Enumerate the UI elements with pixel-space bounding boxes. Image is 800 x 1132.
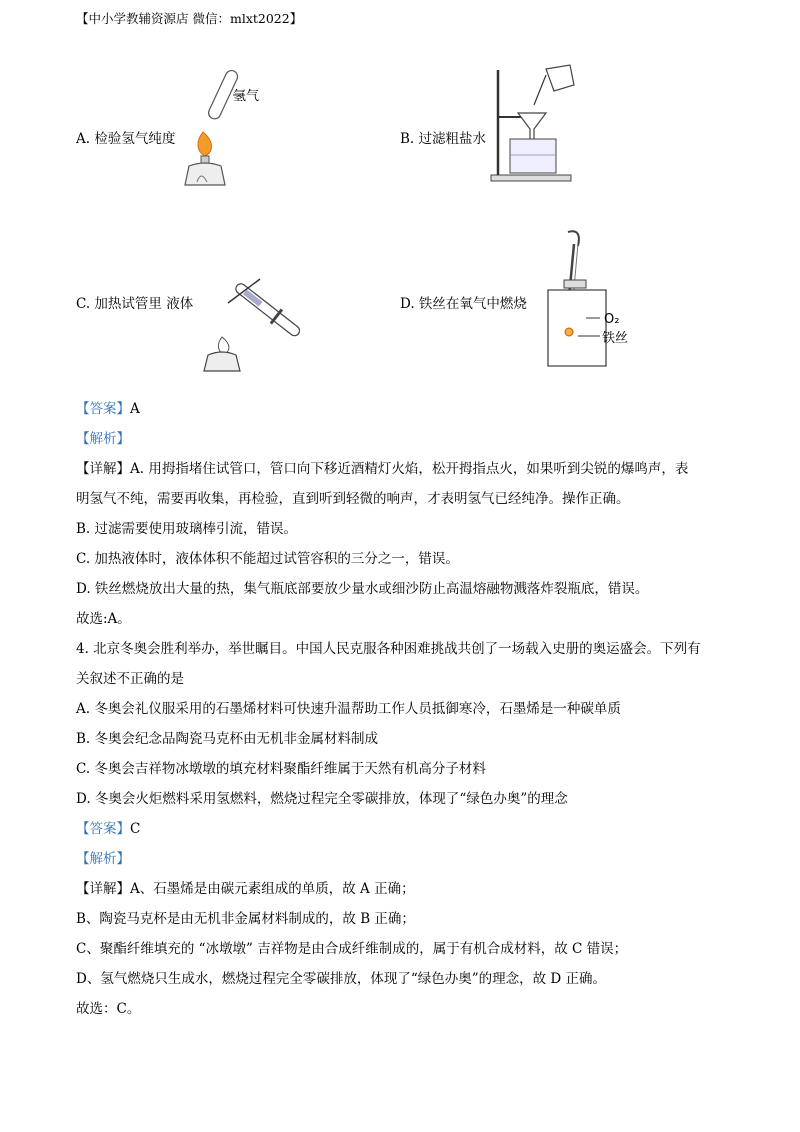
option-b-label: B. 过滤粗盐水 <box>400 131 487 147</box>
detail-tag: 【详解】 <box>76 461 130 477</box>
q4-analysis-tag: 【解析】 <box>76 851 130 867</box>
answer-tag: 【答案】 <box>76 401 130 417</box>
iron-wire-label: 铁丝 <box>602 331 629 346</box>
q4-option-c: C. 冬奥会吉祥物冰墩墩的填充材料聚酯纤维属于天然有机高分子材料 <box>76 761 486 777</box>
q3-detail-line3: B. 过滤需要使用玻璃棒引流，错误。 <box>76 521 298 537</box>
detail-tag: 【详解】 <box>76 881 130 897</box>
detail-text: A. 用拇指堵住试管口，管口向下移近酒精灯火焰，松开拇指点火，如果听到尖锐的爆鸣声，表 <box>130 461 689 477</box>
hydrogen-label: 氢气 <box>233 89 260 104</box>
q3-detail-line5: D. 铁丝燃烧放出大量的热，集气瓶底部要放少量水或细沙防止高温熔融物溅落炸裂瓶底，错误。 <box>76 581 649 597</box>
q4-detail-line5: 故选：C。 <box>76 1001 141 1017</box>
answer-value: C <box>130 821 141 837</box>
answer-tag: 【答案】 <box>76 821 130 837</box>
q4-option-d: D. 冬奥会火炬燃料采用氢燃料，燃烧过程完全零碳排放，体现了“绿色办奥”的理念 <box>76 791 568 807</box>
o2-label: O₂ <box>604 312 620 327</box>
q4-detail-line2: B、陶瓷马克杯是由无机非金属材料制成的，故 B 正确； <box>76 911 415 927</box>
q4-answer <box>76 817 140 837</box>
q4-option-b: B. 冬奥会纪念品陶瓷马克杯由无机非金属材料制成 <box>76 731 379 747</box>
page-header: 【中小学教辅资源店 微信：mlxt2022】 <box>76 11 303 26</box>
q4-detail-line4: D、氢气燃烧只生成水，燃烧过程完全零碳排放，体现了“绿色办奥”的理念，故 D 正确。 <box>76 971 607 987</box>
q3-detail-line2: 明氢气不纯，需要再收集，再检验，直到听到轻微的响声，才表明氢气已经纯净。操作正确。 <box>76 491 630 507</box>
q3-answer <box>76 397 140 417</box>
q4-stem-line2: 关叙述不正确的是 <box>76 671 184 687</box>
option-a-label: A. 检验氢气纯度 <box>76 131 176 147</box>
detail-text: A、石墨烯是由碳元素组成的单质，故 A 正确； <box>130 881 415 897</box>
heating-liquid-figure <box>200 275 310 375</box>
q3-detail-line1 <box>76 457 688 477</box>
filtration-figure <box>488 65 588 190</box>
option-d-label: D. 铁丝在氧气中燃烧 <box>400 296 527 312</box>
q3-detail-line6: 故选:A。 <box>76 611 131 627</box>
option-c-label: C. 加热试管里 液体 <box>76 296 194 312</box>
hydrogen-purity-test-figure <box>175 70 275 190</box>
q4-detail-line1 <box>76 877 415 897</box>
iron-wire-burning-figure <box>542 228 652 370</box>
q4-option-a: A. 冬奥会礼仪服采用的石墨烯材料可快速升温帮助工作人员抵御寒冷，石墨烯是一种碳单质 <box>76 701 621 717</box>
q3-analysis-tag: 【解析】 <box>76 431 130 447</box>
q4-detail-line3: C、聚酯纤维填充的 “冰墩墩” 吉祥物是由合成纤维制成的，属于有机合成材料，故 C 错误； <box>76 941 628 957</box>
answer-value: A <box>130 401 140 417</box>
q4-stem-line1: 4. 北京冬奥会胜利举办，举世瞩目。中国人民克服各种困难挑战共创了一场载入史册的奥运盛会。下列有 <box>76 641 701 657</box>
q3-detail-line4: C. 加热液体时，液体体积不能超过试管容积的三分之一，错误。 <box>76 551 459 567</box>
